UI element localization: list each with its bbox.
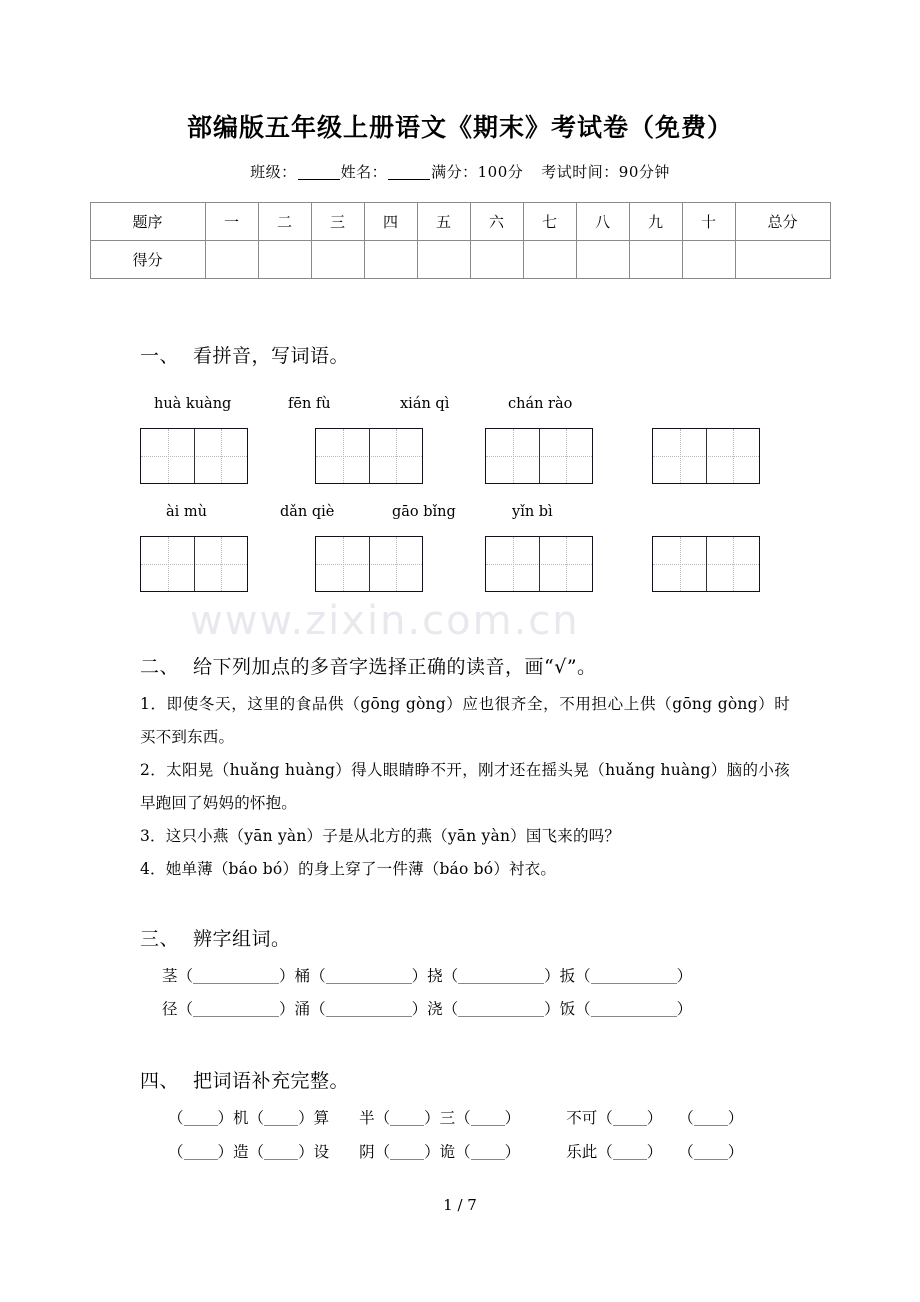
idiom-4-1-a: 机	[233, 1109, 249, 1127]
section-2-index: 二、	[140, 656, 180, 678]
answer-blank[interactable]	[694, 1159, 728, 1160]
section-3	[140, 924, 790, 1026]
section-3-index: 三、	[140, 928, 180, 950]
question-item: 1．即使冬天，这里的食品供（gōng gòng）应也很齐全，不用担心上供（gōng gòng）时买不到东西。	[140, 695, 790, 746]
section-1-title: 看拼音，写词语。	[193, 345, 350, 367]
score-cell-7[interactable]	[523, 241, 576, 279]
answer-blank[interactable]	[613, 1125, 647, 1126]
answer-blank[interactable]	[184, 1159, 218, 1160]
writing-grid-box[interactable]	[140, 536, 248, 592]
question-item: 2．太阳晃（huǎng huàng）得人眼睛睁不开，刚才还在摇头晃（huǎng huàng）脑的小孩早跑回了妈妈的怀抱。	[140, 761, 790, 812]
table-row-header	[90, 203, 830, 241]
answer-blank[interactable]	[471, 1125, 505, 1126]
pinyin-2-1: ài mù	[166, 504, 207, 520]
section-3-heading	[140, 924, 790, 951]
col-header-9: 九	[629, 203, 682, 241]
idiom-4-2-b: 设	[313, 1143, 330, 1161]
answer-blank[interactable]	[193, 1016, 279, 1017]
question-item: 3．这只小燕（yān yàn）子是从北方的燕（yān yàn）国飞来的吗？	[140, 827, 621, 845]
idiom-row: （ ）机（ ）算 半（ ）三（ ） 不可（ ） （ ）	[168, 1109, 744, 1127]
idiom-4-1-b: 算	[313, 1109, 330, 1127]
idiom-row: （ ）造（ ）设 阴（ ）诡（ ） 乐此（ ） （ ）	[168, 1143, 744, 1161]
writing-grid-box[interactable]	[315, 428, 423, 484]
pinyin-row-2	[140, 504, 790, 530]
character-word-row: 茎（ ）桶（ ）挠（ ）扳（ ）	[162, 967, 693, 985]
answer-blank[interactable]	[591, 1016, 677, 1017]
pinyin-1-3: xián qì	[400, 396, 450, 412]
answer-blank[interactable]	[184, 1125, 218, 1126]
pinyin-2-2: dǎn qiè	[280, 504, 335, 520]
idiom-4-2-d: 诡	[439, 1143, 456, 1161]
section-2-heading	[140, 652, 790, 679]
section-4-heading	[140, 1066, 790, 1093]
score-cell-1[interactable]	[205, 241, 258, 279]
answer-blank[interactable]	[390, 1159, 424, 1160]
writing-grid-box[interactable]	[652, 536, 760, 592]
score-cell-6[interactable]	[470, 241, 523, 279]
pinyin-2-3: gāo bǐng	[392, 504, 456, 520]
idiom-4-1-d: 三	[439, 1109, 456, 1127]
pinyin-1-4: chán rào	[508, 396, 573, 412]
name-blank[interactable]	[388, 179, 430, 180]
pinyin-2-4: yǐn bì	[512, 504, 553, 520]
exam-meta-line	[0, 144, 920, 182]
watermark-text: www.zixin.com.cn	[190, 598, 580, 644]
idiom-4-1-c: 半	[359, 1109, 375, 1127]
writing-grid-box[interactable]	[140, 428, 248, 484]
answer-blank[interactable]	[471, 1159, 505, 1160]
idiom-4-2-c: 阴	[359, 1143, 375, 1161]
char-3-2-2: 涌	[294, 1000, 311, 1018]
section-1-index: 一、	[140, 345, 180, 367]
answer-blank[interactable]	[326, 1016, 412, 1017]
writing-grid-box[interactable]	[485, 428, 593, 484]
col-header-1: 一	[205, 203, 258, 241]
page-title: 部编版五年级上册语文《期末》考试卷（免费）	[186, 113, 733, 142]
char-3-1-4: 扳	[559, 967, 576, 985]
exam-time-label: 考试时间：	[541, 163, 619, 181]
pinyin-1-1: huà kuàng	[154, 396, 232, 412]
idiom-4-2-a: 造	[233, 1143, 249, 1161]
character-word-row: 径（ ）涌（ ）浇（ ）饭（ ）	[162, 1000, 693, 1018]
col-header-total: 总分	[735, 203, 830, 241]
section-2-title: 给下列加点的多音字选择正确的读音，画“√”。	[193, 656, 597, 678]
col-header-2: 二	[258, 203, 311, 241]
score-cell-9[interactable]	[629, 241, 682, 279]
answer-blank[interactable]	[591, 983, 677, 984]
score-cell-3[interactable]	[311, 241, 364, 279]
char-3-1-1: 茎	[162, 967, 178, 985]
pinyin-1-2: fēn fù	[288, 396, 331, 412]
table-row-score	[90, 241, 830, 279]
section-4-title: 把词语补充完整。	[193, 1070, 350, 1092]
col-header-10: 十	[682, 203, 735, 241]
char-3-2-3: 浇	[427, 1000, 443, 1018]
writing-grid-box[interactable]	[652, 428, 760, 484]
score-cell-8[interactable]	[576, 241, 629, 279]
col-header-7: 七	[523, 203, 576, 241]
class-label: 班级：	[250, 163, 297, 181]
idiom-4-1-e: 不可	[566, 1109, 598, 1127]
char-3-2-1: 径	[162, 1000, 178, 1018]
section-2-questions	[140, 688, 790, 886]
pinyin-row-1	[140, 396, 790, 422]
col-header-5: 五	[417, 203, 470, 241]
section-3-title: 辨字组词。	[193, 928, 291, 950]
score-table	[90, 202, 831, 279]
full-score-label: 满分：	[431, 163, 478, 181]
writing-grid-box[interactable]	[315, 536, 423, 592]
col-header-8: 八	[576, 203, 629, 241]
section-4-index: 四、	[140, 1070, 180, 1092]
section-1-heading	[140, 341, 790, 368]
section-3-rows	[140, 960, 790, 1026]
score-cell-10[interactable]	[682, 241, 735, 279]
section-4-rows	[140, 1101, 790, 1169]
col-header-6: 六	[470, 203, 523, 241]
col-header-4: 四	[364, 203, 417, 241]
answer-blank[interactable]	[264, 1159, 298, 1160]
answer-blank[interactable]	[613, 1159, 647, 1160]
answer-blank[interactable]	[458, 1016, 544, 1017]
class-blank[interactable]	[298, 179, 340, 180]
writing-grid-row-1	[140, 428, 790, 488]
answer-blank[interactable]	[390, 1125, 424, 1126]
writing-grid-box[interactable]	[485, 536, 593, 592]
score-cell-total[interactable]	[735, 241, 830, 279]
full-score-value: 100分	[477, 163, 524, 181]
answer-blank[interactable]	[694, 1125, 728, 1126]
section-4	[140, 1066, 790, 1169]
score-cell-4[interactable]	[364, 241, 417, 279]
row-label-score: 得分	[90, 241, 205, 279]
char-3-1-2: 桶	[294, 967, 311, 985]
page-footer: 1 / 7	[443, 1196, 477, 1214]
char-3-1-3: 挠	[427, 967, 443, 985]
section-2	[140, 652, 790, 886]
char-3-2-4: 饭	[559, 1000, 576, 1018]
exam-time-value: 90分钟	[618, 163, 670, 181]
col-header-3: 三	[311, 203, 364, 241]
row-label-question-order: 题序	[90, 203, 205, 241]
writing-grid-row-2	[140, 536, 790, 596]
answer-blank[interactable]	[264, 1125, 298, 1126]
answer-blank[interactable]	[458, 983, 544, 984]
score-cell-5[interactable]	[417, 241, 470, 279]
name-label: 姓名：	[340, 163, 388, 181]
section-1	[140, 341, 790, 596]
question-item: 4．她单薄（báo bó）的身上穿了一件薄（báo bó）衬衣。	[140, 860, 557, 878]
answer-blank[interactable]	[326, 983, 412, 984]
score-cell-2[interactable]	[258, 241, 311, 279]
idiom-4-2-e: 乐此	[566, 1143, 598, 1161]
score-table-container	[0, 202, 920, 279]
answer-blank[interactable]	[193, 983, 279, 984]
